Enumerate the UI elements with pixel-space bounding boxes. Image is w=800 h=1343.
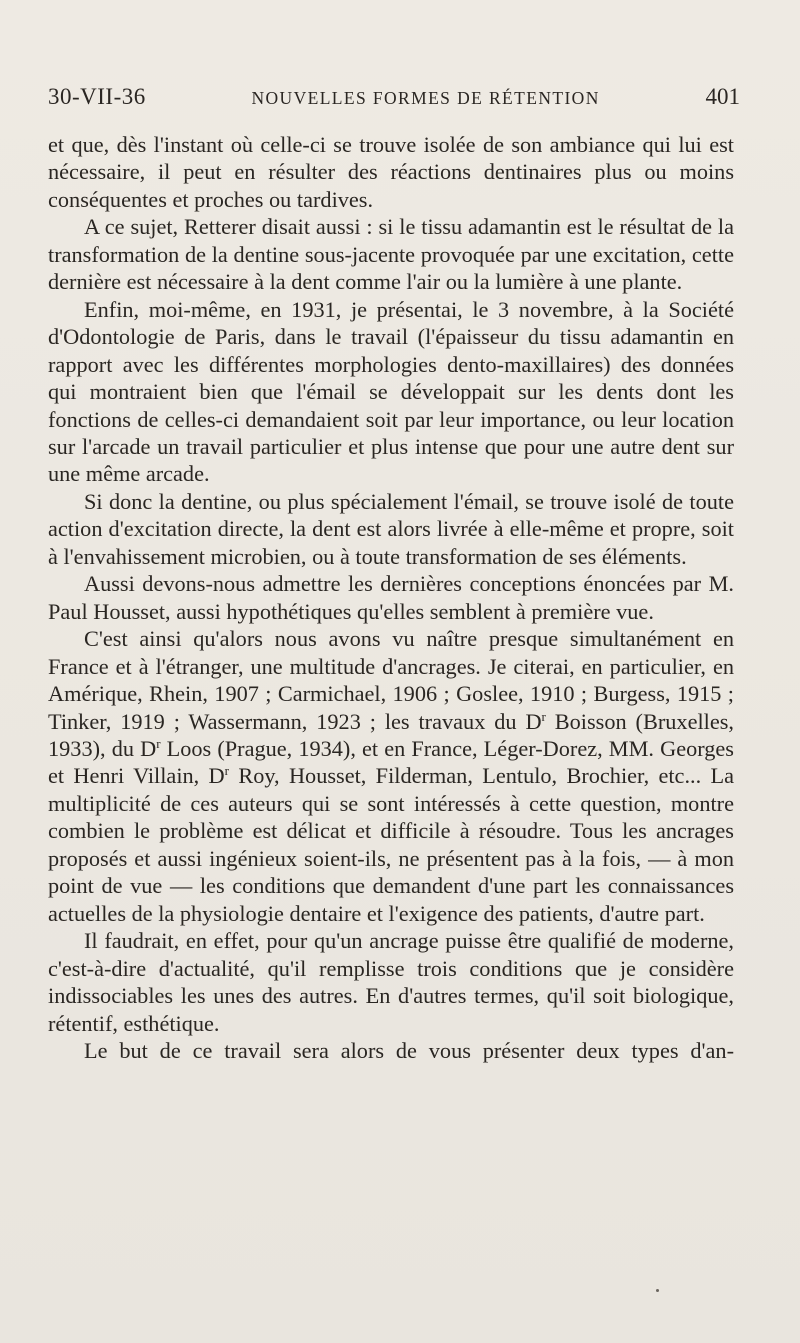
ink-speck: [656, 1289, 659, 1292]
body-text: [48, 131, 734, 1064]
paragraph: et que, dès l'instant où celle-ci se trouve isolée de son ambiance qui lui est nécessaire, il peut en résulter des réactions dentinaires plus ou moins conséquentes et proches ou tardives.: [48, 132, 734, 212]
paragraph: Le but de ce travail sera alors de vous présenter deux types d'an-: [84, 1037, 734, 1063]
paragraph-text: C'est ainsi qu'alors nous avons vu naître presque simultanément en France et à l'étranger, une multitude d'ancrages. Je citerai, en particulier, en Amérique, Rhein, 1907 ; Carmichael, 1906 ; Goslee, 1910 ; Burgess, 1915 ; Tinker, 1919 ; Wassermann, 1923 ; les travaux du D: [48, 626, 734, 734]
paragraph-text: Loos (Prague, 1934), et en France, Léger-Dorez, MM. Georges et Henri Villain, D: [48, 735, 734, 789]
page-number: 401: [705, 84, 740, 109]
paragraph: A ce sujet, Retterer disait aussi : si le tissu adamantin est le résultat de la transformation de la dentine sous-jacente provoquée par une excitation, cette dernière est nécessaire à la dent comme l'air ou la lumière à une plante.: [48, 214, 734, 295]
paragraph-text: Boisson (Bruxelles, 1933), du D: [48, 708, 735, 761]
header-date: 30-VII-36: [48, 84, 146, 109]
paragraph: Aussi devons-nous admettre les dernières conceptions énoncées par M. Paul Housset, aussi hypothétiques qu'elles semblent à première vue.: [48, 571, 734, 624]
paragraph: Si donc la dentine, ou plus spécialement l'émail, se trouve isolé de toute action d'excitation directe, la dent est alors livrée à elle-même et propre, soit à l'envahissement microbien, ou à toute transformation de ses éléments.: [48, 488, 734, 569]
superscript: r: [224, 763, 230, 779]
running-title: NOUVELLES FORMES DE RÉTENTION: [251, 88, 600, 108]
paragraph: [48, 625, 734, 927]
superscript: r: [541, 708, 546, 724]
superscript: r: [156, 735, 161, 751]
paragraph-text: Roy, Housset, Filderman, Lentulo, Brochier, etc... La multiplicité de ces auteurs qui se sont intéressés à cette question, montre combien le problème est délicat et difficile à résoudre. Tous les ancrages proposés et aussi ingénieux soient-ils, ne présentent pas à la fois, — à mon point de vue — les conditions que demandent d'une part les connaissances actuelles de la physiologie dentaire et l'exigence des patients, d'autre part.: [48, 763, 734, 926]
paragraph: Il faudrait, en effet, pour qu'un ancrage puisse être qualifié de moderne, c'est-à-dire d'actualité, qu'il remplisse trois conditions que je considère indissociables les unes des autres. En d'autres termes, qu'il soit biologique, rétentif, esthétique.: [48, 928, 734, 1036]
paragraph: Enfin, moi-même, en 1931, je présentai, le 3 novembre, à la Société d'Odontologie de Paris, dans le travail (l'épaisseur du tissu adamantin en rapport avec les différentes morphologies dento-maxillaires) des données qui montraient bien que l'émail se développait sur les dents dont les fonctions de celles-ci demandaient soit par leur importance, ou leur location sur l'arcade un travail particulier et plus intense que pour une autre dent sur une même arcade.: [48, 296, 734, 487]
page-header: [48, 84, 740, 116]
